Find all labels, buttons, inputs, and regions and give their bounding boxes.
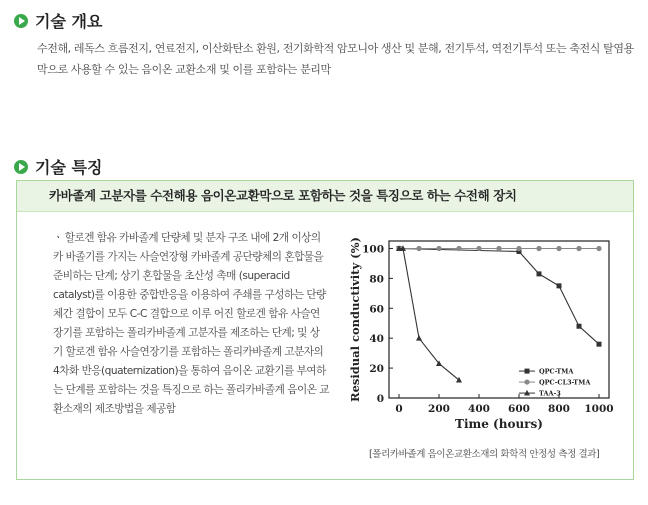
data-point-1 bbox=[476, 246, 481, 251]
feature-box bbox=[16, 180, 634, 480]
stability-chart-svg bbox=[339, 231, 629, 451]
data-point-1 bbox=[556, 246, 561, 251]
feature-header: 카바졸계 고분자를 수전해용 음이온교환막으로 포함하는 것을 특징으로 하는 수전해 장치 bbox=[17, 181, 633, 212]
x-tick-label: 400 bbox=[468, 403, 490, 415]
y-tick-label: 0 bbox=[376, 393, 384, 405]
data-point-1 bbox=[436, 246, 441, 251]
feature-body-text: 할로겐 함유 카바졸계 단량체 및 분자 구조 내에 2개 이상의 카 바졸기를 가지는 사슬연장형 카바졸계 공단량체의 혼합물을 준비하는 단계; 상기 혼합물을 초산성 촉매 (superacid catalyst)를 이용한 중합반응을 이용하여 주쇄를 구성하는 단량체간 결합이 모두 C-C 결합으로 이루 어진 할로겐 함유 사슬연장기를 포함하는 폴리카바졸계 고분자를 제조하는 단계; 및 상기 할로겐 함유 사슬연장기를 포함하는 폴리카바졸계 고분자의 4차화 반응(quaternization)을 통하여 음이온 교환기를 부여하는 단계를 포함하는 것을 특징으로 하는 폴리카바졸계 음이온 교환소재의 제조방법을 제공함 bbox=[53, 232, 330, 415]
data-point-0 bbox=[597, 342, 602, 347]
y-tick-label: 80 bbox=[369, 273, 384, 286]
feature-description bbox=[53, 229, 329, 419]
overview-title: 기술 개요 bbox=[35, 12, 103, 31]
data-point-0 bbox=[577, 324, 582, 329]
data-point-1 bbox=[596, 246, 601, 251]
features-title: 기술 특징 bbox=[35, 158, 103, 177]
x-axis-label: Time (hours) bbox=[455, 417, 543, 431]
x-tick-label: 800 bbox=[548, 403, 570, 415]
data-point-1 bbox=[516, 246, 521, 251]
series-line-0 bbox=[399, 249, 599, 345]
x-tick-label: 200 bbox=[428, 403, 450, 415]
legend-marker bbox=[524, 379, 529, 384]
legend-label: QPC-TMA bbox=[539, 367, 574, 376]
play-bullet-icon bbox=[14, 160, 28, 174]
data-point-1 bbox=[536, 246, 541, 251]
chart-caption: [폴리카바졸계 음이온교환소재의 화학적 안정성 측정 결과] bbox=[369, 449, 600, 460]
data-point-2 bbox=[416, 335, 422, 341]
y-tick-label: 60 bbox=[369, 303, 384, 316]
series-line-2 bbox=[399, 249, 459, 381]
data-point-1 bbox=[496, 246, 501, 251]
x-tick-label: 600 bbox=[508, 403, 530, 415]
y-tick-label: 20 bbox=[369, 363, 384, 376]
legend-marker bbox=[525, 369, 530, 374]
stability-chart bbox=[339, 231, 629, 451]
overview-heading bbox=[14, 9, 102, 32]
legend-label: TAA-3 bbox=[539, 389, 561, 398]
overview-description: 수전해, 레독스 흐름전지, 연료전지, 이산화탄소 환원, 전기화학적 암모니아 생산 및 분해, 전기투석, 역전기투석 또는 축전식 탈염용 막으로 사용할 수 있는 음이온 교환소재 및 이를 포함하는 분리막 bbox=[37, 42, 634, 76]
bullet-dot: ㆍ bbox=[53, 232, 63, 244]
data-point-0 bbox=[537, 271, 542, 276]
y-axis-label: Residual conductivity (%) bbox=[348, 237, 362, 402]
y-tick-label: 100 bbox=[362, 243, 384, 256]
data-point-0 bbox=[557, 283, 562, 288]
x-tick-label: 1000 bbox=[584, 403, 614, 415]
y-tick-label: 40 bbox=[369, 333, 384, 346]
data-point-1 bbox=[576, 246, 581, 251]
data-point-1 bbox=[416, 246, 421, 251]
data-point-1 bbox=[456, 246, 461, 251]
x-tick-label: 0 bbox=[395, 403, 403, 415]
legend-label: QPC-CL3-TMA bbox=[539, 378, 591, 387]
features-heading bbox=[14, 155, 102, 178]
play-bullet-icon bbox=[14, 14, 28, 28]
